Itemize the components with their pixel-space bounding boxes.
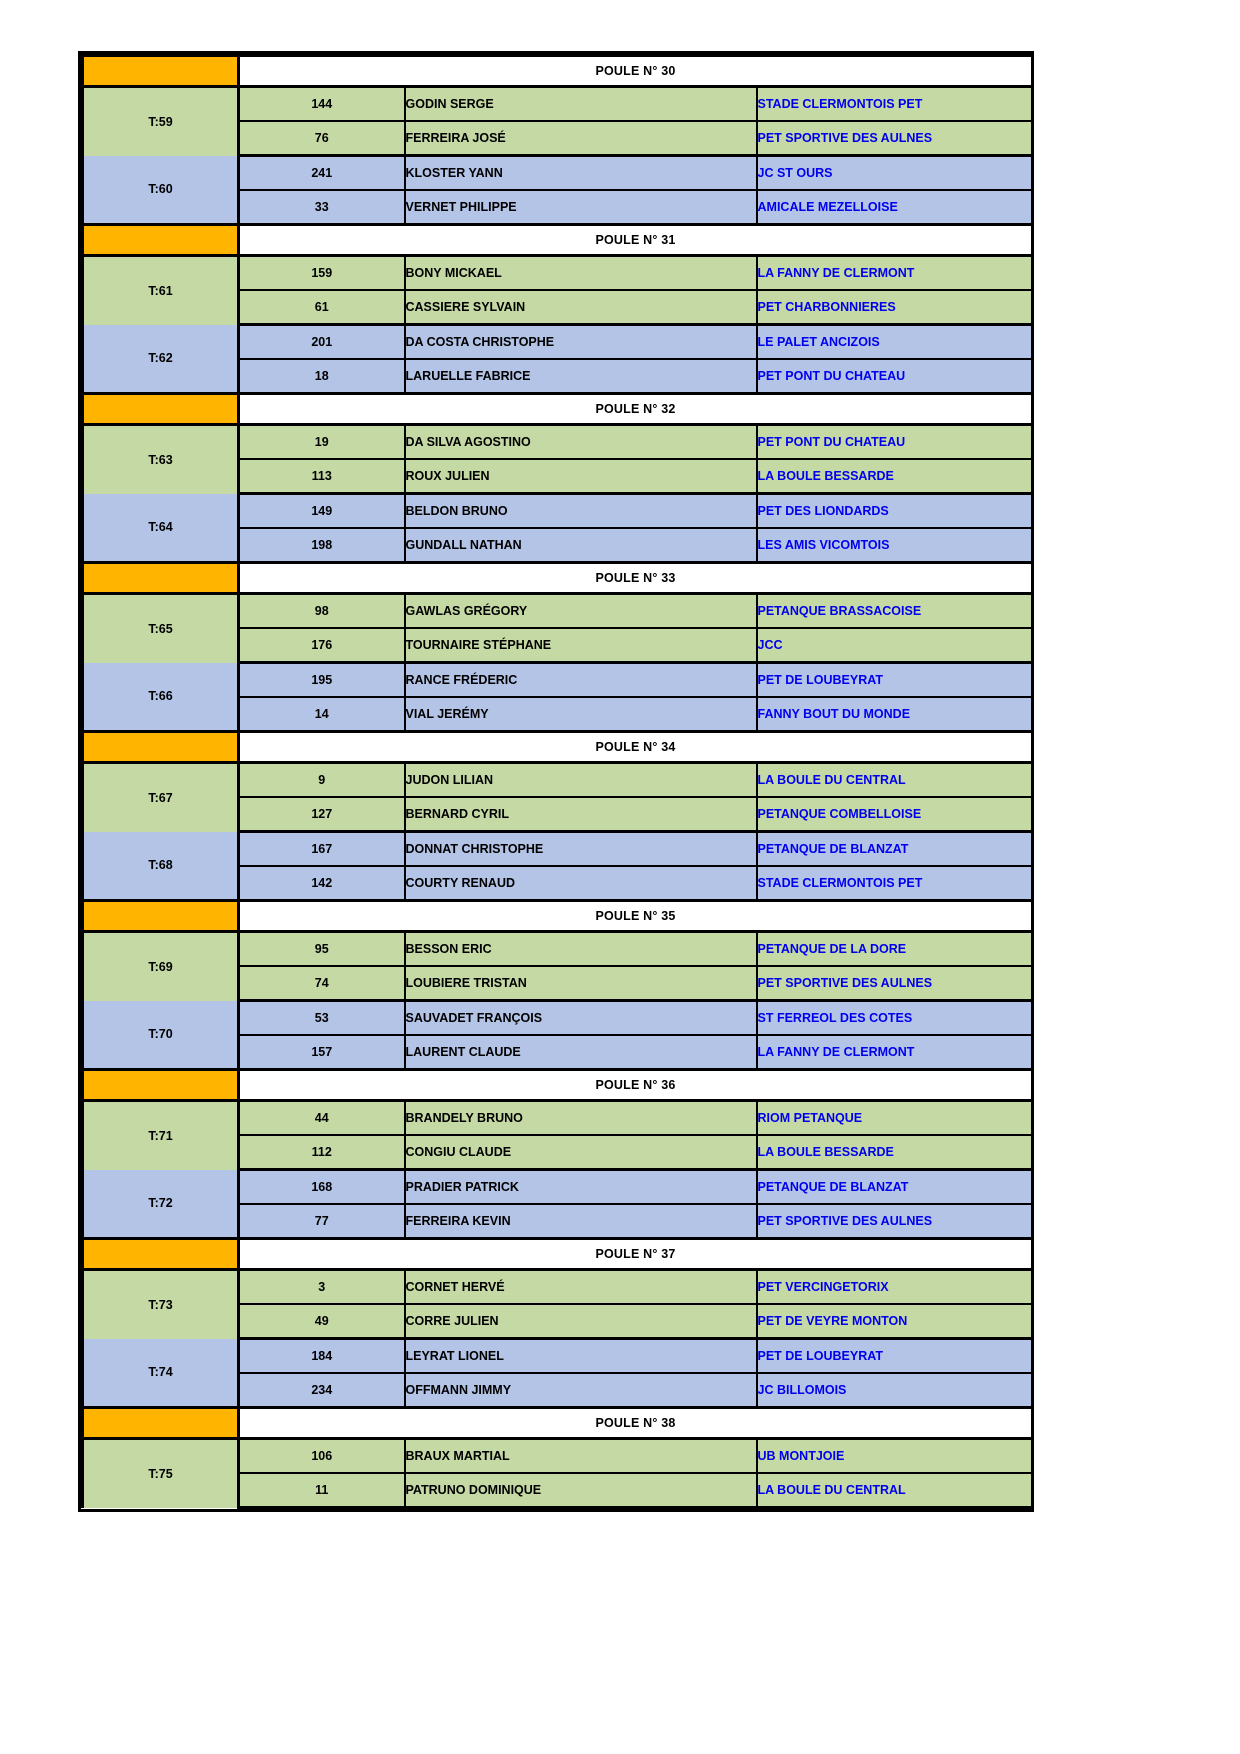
player-club-cell: LA FANNY DE CLERMONT <box>757 1035 1033 1070</box>
terrain-cell: T:65 <box>83 594 239 663</box>
terrain-cell: T:72 <box>83 1170 239 1239</box>
terrain-cell: T:66 <box>83 663 239 732</box>
player-name-cell: GAWLAS GRÉGORY <box>405 594 757 629</box>
player-club-cell: PET SPORTIVE DES AULNES <box>757 121 1033 156</box>
player-name-cell: VERNET PHILIPPE <box>405 190 757 225</box>
player-row <box>83 256 1033 291</box>
player-number-cell: 184 <box>239 1339 405 1374</box>
player-club-cell: LA BOULE DU CENTRAL <box>757 1473 1033 1508</box>
player-number-cell: 127 <box>239 797 405 832</box>
player-club-cell: RIOM PETANQUE <box>757 1101 1033 1136</box>
player-club-cell: PETANQUE DE BLANZAT <box>757 832 1033 867</box>
pool-color-tab <box>83 225 239 256</box>
player-name-cell: CASSIERE SYLVAIN <box>405 290 757 325</box>
player-name-cell: LOUBIERE TRISTAN <box>405 966 757 1001</box>
terrain-cell: T:60 <box>83 156 239 225</box>
player-club-cell: LA BOULE DU CENTRAL <box>757 763 1033 798</box>
terrain-cell: T:62 <box>83 325 239 394</box>
pool-title: POULE N° 35 <box>239 901 1033 932</box>
player-number-cell: 144 <box>239 87 405 122</box>
terrain-cell: T:75 <box>83 1439 239 1508</box>
pool-header-row <box>83 225 1033 256</box>
pool-header-row <box>83 1239 1033 1270</box>
terrain-cell: T:68 <box>83 832 239 901</box>
player-name-cell: LAURENT CLAUDE <box>405 1035 757 1070</box>
player-number-cell: 76 <box>239 121 405 156</box>
player-club-cell: PET VERCINGETORIX <box>757 1270 1033 1305</box>
player-club-cell: PETANQUE BRASSACOISE <box>757 594 1033 629</box>
player-number-cell: 18 <box>239 359 405 394</box>
player-number-cell: 9 <box>239 763 405 798</box>
terrain-cell: T:67 <box>83 763 239 832</box>
player-number-cell: 19 <box>239 425 405 460</box>
player-name-cell: JUDON LILIAN <box>405 763 757 798</box>
player-club-cell: ST FERREOL DES COTES <box>757 1001 1033 1036</box>
player-club-cell: PET PONT DU CHATEAU <box>757 425 1033 460</box>
player-club-cell: UB MONTJOIE <box>757 1439 1033 1474</box>
player-row <box>83 763 1033 798</box>
terrain-cell: T:63 <box>83 425 239 494</box>
player-row <box>83 425 1033 460</box>
player-name-cell: DA COSTA CHRISTOPHE <box>405 325 757 360</box>
player-number-cell: 98 <box>239 594 405 629</box>
player-name-cell: DONNAT CHRISTOPHE <box>405 832 757 867</box>
player-row <box>83 594 1033 629</box>
player-number-cell: 157 <box>239 1035 405 1070</box>
player-name-cell: FERREIRA KEVIN <box>405 1204 757 1239</box>
pool-title: POULE N° 38 <box>239 1408 1033 1439</box>
player-name-cell: BRANDELY BRUNO <box>405 1101 757 1136</box>
player-name-cell: CONGIU CLAUDE <box>405 1135 757 1170</box>
player-name-cell: PATRUNO DOMINIQUE <box>405 1473 757 1508</box>
pool-header-row <box>83 732 1033 763</box>
player-name-cell: PRADIER PATRICK <box>405 1170 757 1205</box>
player-number-cell: 74 <box>239 966 405 1001</box>
player-row <box>83 325 1033 360</box>
player-row <box>83 156 1033 191</box>
pool-title: POULE N° 34 <box>239 732 1033 763</box>
player-number-cell: 159 <box>239 256 405 291</box>
player-number-cell: 198 <box>239 528 405 563</box>
player-club-cell: JC ST OURS <box>757 156 1033 191</box>
player-number-cell: 11 <box>239 1473 405 1508</box>
player-name-cell: LARUELLE FABRICE <box>405 359 757 394</box>
player-row <box>83 663 1033 698</box>
player-club-cell: PET SPORTIVE DES AULNES <box>757 1204 1033 1239</box>
pool-title: POULE N° 37 <box>239 1239 1033 1270</box>
player-row <box>83 1101 1033 1136</box>
pool-title: POULE N° 33 <box>239 563 1033 594</box>
pool-color-tab <box>83 1070 239 1101</box>
draw-table <box>81 54 1034 1509</box>
player-name-cell: BESSON ERIC <box>405 932 757 967</box>
draw-table-body <box>83 56 1033 1508</box>
player-number-cell: 61 <box>239 290 405 325</box>
player-number-cell: 176 <box>239 628 405 663</box>
player-club-cell: PET DES LIONDARDS <box>757 494 1033 529</box>
pool-color-tab <box>83 56 239 87</box>
pool-title: POULE N° 36 <box>239 1070 1033 1101</box>
player-club-cell: STADE CLERMONTOIS PET <box>757 866 1033 901</box>
player-club-cell: LES AMIS VICOMTOIS <box>757 528 1033 563</box>
pool-header-row <box>83 1408 1033 1439</box>
player-number-cell: 106 <box>239 1439 405 1474</box>
player-name-cell: SAUVADET FRANÇOIS <box>405 1001 757 1036</box>
player-number-cell: 168 <box>239 1170 405 1205</box>
player-name-cell: BERNARD CYRIL <box>405 797 757 832</box>
pool-header-row <box>83 56 1033 87</box>
pool-title: POULE N° 30 <box>239 56 1033 87</box>
pool-color-tab <box>83 901 239 932</box>
player-number-cell: 33 <box>239 190 405 225</box>
player-name-cell: VIAL JERÉMY <box>405 697 757 732</box>
player-number-cell: 241 <box>239 156 405 191</box>
player-row <box>83 494 1033 529</box>
terrain-cell: T:74 <box>83 1339 239 1408</box>
player-number-cell: 113 <box>239 459 405 494</box>
player-row <box>83 932 1033 967</box>
pool-color-tab <box>83 394 239 425</box>
player-name-cell: ROUX JULIEN <box>405 459 757 494</box>
player-club-cell: PET CHARBONNIERES <box>757 290 1033 325</box>
player-club-cell: JC BILLOMOIS <box>757 1373 1033 1408</box>
pool-color-tab <box>83 1239 239 1270</box>
pool-header-row <box>83 563 1033 594</box>
pool-color-tab <box>83 563 239 594</box>
player-name-cell: FERREIRA JOSÉ <box>405 121 757 156</box>
pool-header-row <box>83 901 1033 932</box>
player-club-cell: STADE CLERMONTOIS PET <box>757 87 1033 122</box>
terrain-cell: T:69 <box>83 932 239 1001</box>
player-name-cell: KLOSTER YANN <box>405 156 757 191</box>
player-name-cell: BONY MICKAEL <box>405 256 757 291</box>
player-number-cell: 112 <box>239 1135 405 1170</box>
player-club-cell: LA BOULE BESSARDE <box>757 459 1033 494</box>
player-club-cell: PETANQUE DE LA DORE <box>757 932 1033 967</box>
player-name-cell: LEYRAT LIONEL <box>405 1339 757 1374</box>
pool-title: POULE N° 31 <box>239 225 1033 256</box>
player-club-cell: PET DE LOUBEYRAT <box>757 663 1033 698</box>
player-name-cell: BRAUX MARTIAL <box>405 1439 757 1474</box>
pool-color-tab <box>83 1408 239 1439</box>
player-row <box>83 1339 1033 1374</box>
draw-sheet <box>78 51 1034 1512</box>
terrain-cell: T:71 <box>83 1101 239 1170</box>
player-name-cell: CORNET HERVÉ <box>405 1270 757 1305</box>
player-number-cell: 3 <box>239 1270 405 1305</box>
player-number-cell: 149 <box>239 494 405 529</box>
player-club-cell: PET SPORTIVE DES AULNES <box>757 966 1033 1001</box>
player-name-cell: COURTY RENAUD <box>405 866 757 901</box>
player-row <box>83 1170 1033 1205</box>
terrain-cell: T:64 <box>83 494 239 563</box>
terrain-cell: T:59 <box>83 87 239 156</box>
player-number-cell: 95 <box>239 932 405 967</box>
player-number-cell: 14 <box>239 697 405 732</box>
player-row <box>83 1270 1033 1305</box>
player-row <box>83 1439 1033 1474</box>
player-club-cell: LA FANNY DE CLERMONT <box>757 256 1033 291</box>
player-number-cell: 77 <box>239 1204 405 1239</box>
player-name-cell: GODIN SERGE <box>405 87 757 122</box>
player-name-cell: GUNDALL NATHAN <box>405 528 757 563</box>
player-club-cell: LA BOULE BESSARDE <box>757 1135 1033 1170</box>
player-number-cell: 195 <box>239 663 405 698</box>
player-number-cell: 53 <box>239 1001 405 1036</box>
player-name-cell: OFFMANN JIMMY <box>405 1373 757 1408</box>
terrain-cell: T:70 <box>83 1001 239 1070</box>
player-number-cell: 142 <box>239 866 405 901</box>
player-club-cell: PET DE VEYRE MONTON <box>757 1304 1033 1339</box>
player-club-cell: AMICALE MEZELLOISE <box>757 190 1033 225</box>
player-name-cell: TOURNAIRE STÉPHANE <box>405 628 757 663</box>
player-row <box>83 87 1033 122</box>
player-club-cell: PETANQUE COMBELLOISE <box>757 797 1033 832</box>
player-name-cell: DA SILVA AGOSTINO <box>405 425 757 460</box>
player-number-cell: 201 <box>239 325 405 360</box>
player-club-cell: PET DE LOUBEYRAT <box>757 1339 1033 1374</box>
player-name-cell: BELDON BRUNO <box>405 494 757 529</box>
pool-header-row <box>83 394 1033 425</box>
player-club-cell: JCC <box>757 628 1033 663</box>
pool-header-row <box>83 1070 1033 1101</box>
player-number-cell: 49 <box>239 1304 405 1339</box>
pool-title: POULE N° 32 <box>239 394 1033 425</box>
player-row <box>83 1001 1033 1036</box>
terrain-cell: T:61 <box>83 256 239 325</box>
player-number-cell: 44 <box>239 1101 405 1136</box>
player-row <box>83 832 1033 867</box>
player-club-cell: PETANQUE DE BLANZAT <box>757 1170 1033 1205</box>
player-number-cell: 234 <box>239 1373 405 1408</box>
pool-color-tab <box>83 732 239 763</box>
player-club-cell: FANNY BOUT DU MONDE <box>757 697 1033 732</box>
player-club-cell: PET PONT DU CHATEAU <box>757 359 1033 394</box>
player-number-cell: 167 <box>239 832 405 867</box>
player-name-cell: RANCE FRÉDERIC <box>405 663 757 698</box>
terrain-cell: T:73 <box>83 1270 239 1339</box>
player-name-cell: CORRE JULIEN <box>405 1304 757 1339</box>
player-club-cell: LE PALET ANCIZOIS <box>757 325 1033 360</box>
